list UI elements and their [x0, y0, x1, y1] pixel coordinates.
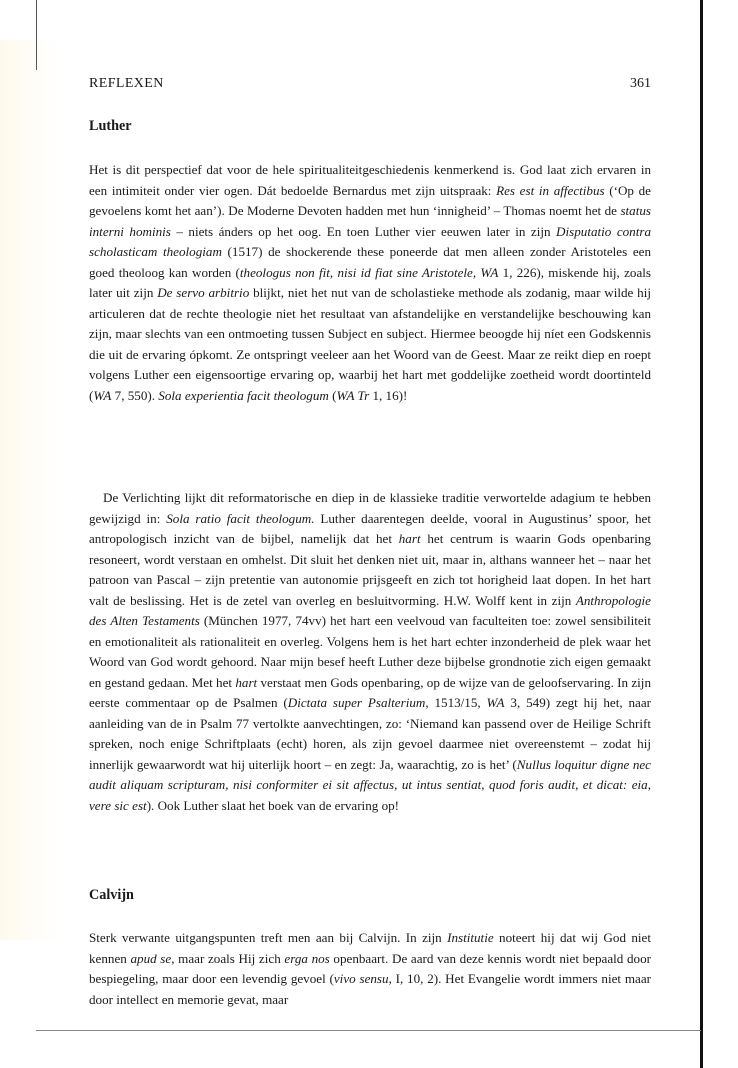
- paragraph-luther-1: [89, 160, 651, 406]
- text-run: De Verlichting lijkt dit reformatorische en diep in de klassieke traditie verwortelde adagium te hebben gewijzigd in:: [89, 490, 651, 526]
- text-run: Het is dit perspectief dat voor de hele spiritualiteitgeschiedenis kenmerkend is. God laat zich ervaren in een intimiteit onder vier ogen. Dát bedoelde Bernardus met zijn uitspraak:: [89, 162, 651, 198]
- italic-run: Institutie: [447, 930, 494, 945]
- scan-edge-left: [36, 0, 37, 70]
- text-run: 1, 16)!: [369, 387, 408, 403]
- scan-edge-bottom: [36, 1030, 701, 1031]
- text-run: noteert hij dat wij God niet kennen: [89, 930, 651, 966]
- running-title: REFLEXEN: [89, 76, 164, 91]
- italic-run: Dictata super Psalterium: [287, 695, 426, 710]
- text-run: het centrum is waarin Gods openbaring resoneert, wordt verstaan en omhelst. Dit sluit het denken niet uit, maar in, althans wanneer het – naar het patroon van Pascal – zijn pretentie van autonomie prijsgeeft en zich tot horigheid laat dopen. In het hart valt de beslissing. Het is de zetel van overleg en besluitvorming. H.W. Wolff kent in zijn: [89, 531, 651, 608]
- text-run: 1, 226), miskende hij, zoals later uit zijn: [89, 264, 651, 300]
- section-heading-luther: Luther: [89, 118, 132, 134]
- text-run: Luther daarentegen deelde, vooral in Augustinus’ spoor, het antropologisch inzicht van de bijbel, namelijk dat het: [89, 510, 652, 546]
- text-run: , 1513/15,: [425, 695, 487, 710]
- italic-run: apud se: [130, 950, 172, 966]
- scan-margin-tint: [0, 40, 60, 940]
- text-run: – niets ánders op het oog. En toen Luther vier eeuwen later in zijn: [170, 223, 557, 239]
- paragraph-calvijn-1: [89, 928, 651, 1010]
- text-run: (‘Op de gevoelens komt het aan’). De Moderne Devoten hadden met hun ‘innigheid’ – Thomas noemt het de: [89, 182, 651, 218]
- italic-run: theologus non fit, nisi id fiat sine Aristotele, WA: [239, 264, 499, 280]
- italic-run: vivo sensu: [333, 971, 389, 986]
- italic-run: Nullus loquitur digne nec audit aliquam scripturam, nisi conformiter ei sit affectus, ut intus sentiat, quod foris audit, et dicat: eia, vere sic est: [89, 756, 651, 813]
- page-number: 361: [630, 76, 651, 91]
- text-run: Sterk verwante uitgangspunten treft men aan bij Calvijn. In zijn: [89, 930, 448, 945]
- section-heading-calvijn: Calvijn: [89, 887, 134, 903]
- text-run: 3, 549) zegt hij het, naar aanleiding van de in Psalm 77 vertolkte aanvechtingen, zo: ‘Niemand kan passend over de Heilige Schrift spreken, noch enige Schriftplaats (echt) horen, als zijn gevoel daarmee niet overeenstemt – zodat hij innerlijk gewaarwordt wat hij uiterlijk hoort – en zegt: Ja, waarachtig, zo is het’ (: [89, 695, 651, 772]
- italic-run: erga nos: [284, 950, 330, 966]
- text-run: ). Ook Luther slaat het boek van de ervaring op!: [146, 797, 400, 813]
- italic-run: Sola experientia facit theologum: [158, 387, 329, 403]
- scan-edge-right: [700, 0, 703, 1068]
- italic-run: Sola ratio facit theologum.: [166, 510, 315, 526]
- italic-run: Anthropologie des Alten Testaments: [89, 592, 651, 628]
- text-run: , I, 10, 2). Het Evangelie wordt immers niet maar door intellect en memorie gevat, maar: [89, 971, 652, 1007]
- running-head: [89, 76, 651, 94]
- text-run: verstaat men Gods openbaring, op de wijze van de geloofservaring. In zijn eerste commentaar op de Psalmen (: [89, 674, 651, 710]
- text-run: blijkt, niet het nut van de scholastieke methode als zodanig, maar wilde hij articuleren dat de rechte theologie niet het resultaat van afstandelijke en verstandelijke beschouwing kan zijn, maar slechts van een ontmoeting tussen Subject en subject. Hiermee beoogde hij níet een Godskennis die uit de ervaring ópkomt. Ze ontspringt veeleer aan het Woord van de Geest. Maar ze reikt diep en roept volgens Luther een eigensoortige ervaring op, waarbij het hart met goddelijke zoetheid wordt doortinteld (: [89, 285, 651, 403]
- italic-run: status interni hominis: [89, 203, 651, 239]
- text-run: , maar zoals Hij zich: [171, 950, 285, 966]
- text-run: (1517) de shockerende these poneerde dat men alleen zonder Aristoteles een goed theoloog kan worden (: [89, 244, 651, 280]
- italic-run: hart: [235, 674, 258, 690]
- italic-run: Disputatio contra scholasticam theologiam: [89, 223, 652, 259]
- paragraph-luther-2: [89, 488, 651, 816]
- text-run: openbaart. De aard van deze kennis wordt niet bepaald door bespiegeling, maar door een levendig gevoel (: [89, 950, 651, 986]
- italic-run: De servo arbitrio: [157, 285, 250, 300]
- italic-run: WA: [93, 387, 112, 403]
- text-run: (: [328, 387, 337, 403]
- italic-run: hart: [398, 531, 421, 546]
- italic-run: Res est in affectibus: [496, 182, 605, 198]
- italic-run: WA: [486, 695, 505, 710]
- italic-run: WA Tr: [336, 387, 370, 403]
- text-run: (München 1977, 74vv) het hart een veelvoud van faculteiten toe: zowel sensibiliteit en emotionaliteit als rationaliteit en overleg. Volgens hem is het hart echter inzonderheid de plek waar het Woord van God wordt gehoord. Naar mijn besef heeft Luther deze bijbelse grondnotie zich eigen gemaakt en gestand gedaan. Met het: [89, 613, 651, 690]
- text-run: 7, 550).: [111, 387, 159, 403]
